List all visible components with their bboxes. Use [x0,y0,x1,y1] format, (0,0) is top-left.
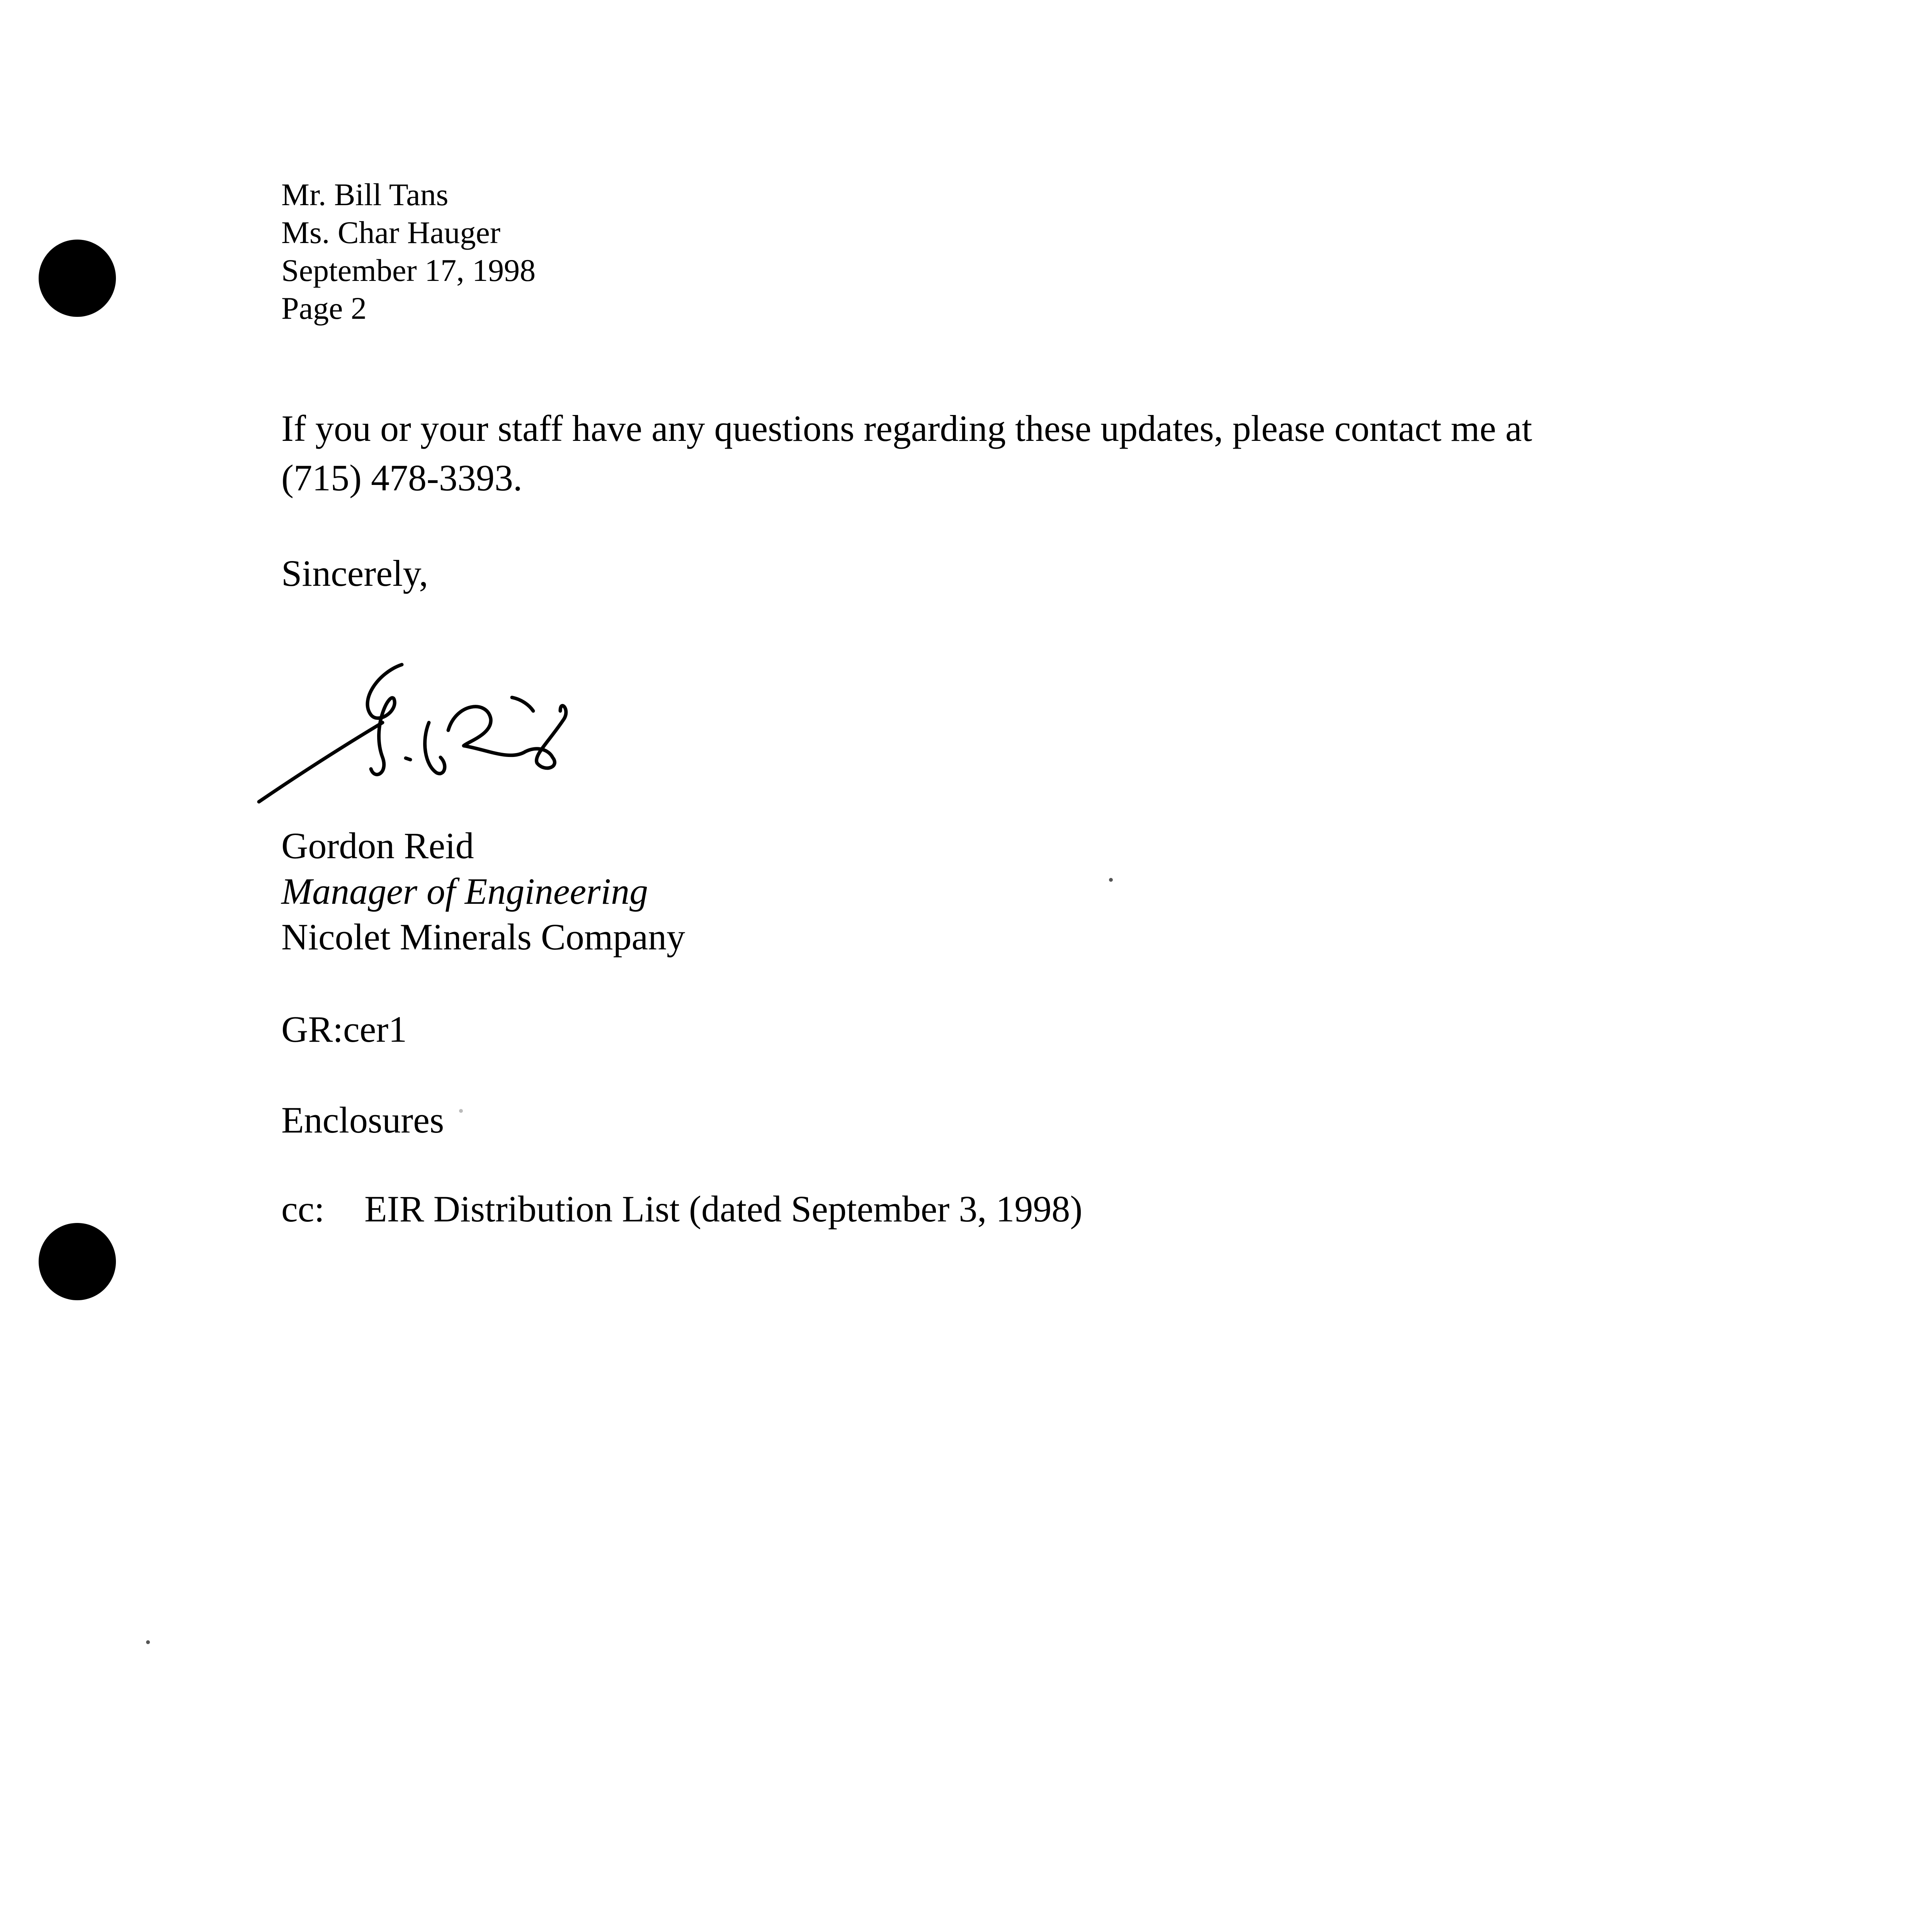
scan-speck [146,1640,150,1644]
reference-initials: GR:cer1 [281,1009,407,1050]
signer-name: Gordon Reid [281,825,474,866]
page-header [281,176,536,327]
punch-hole-top [39,240,116,317]
page-number: Page 2 [281,291,367,326]
body-paragraph [281,404,1711,503]
enclosures-note: Enclosures [281,1099,444,1141]
scan-speck [1109,878,1113,882]
recipient-2: Ms. Char Hauger [281,215,501,250]
paragraph-line-1: If you or your staff have any questions regarding these updates, please contact me at [281,408,1532,449]
cc-value: EIR Distribution List (dated September 3, 1998) [364,1188,1083,1230]
handwritten-signature [255,657,587,811]
punch-hole-middle [39,1223,116,1300]
paragraph-line-2: (715) 478-3393. [281,457,522,498]
scan-speck [459,1109,463,1113]
signer-company: Nicolet Minerals Company [281,916,685,957]
signer-title: Manager of Engineering [281,871,648,912]
letter-date: September 17, 1998 [281,253,536,288]
cc-label: cc: [281,1188,325,1230]
cc-line [281,1184,1082,1234]
closing-salutation: Sincerely, [281,553,429,594]
recipient-1: Mr. Bill Tans [281,177,449,212]
signer-block [281,823,685,960]
